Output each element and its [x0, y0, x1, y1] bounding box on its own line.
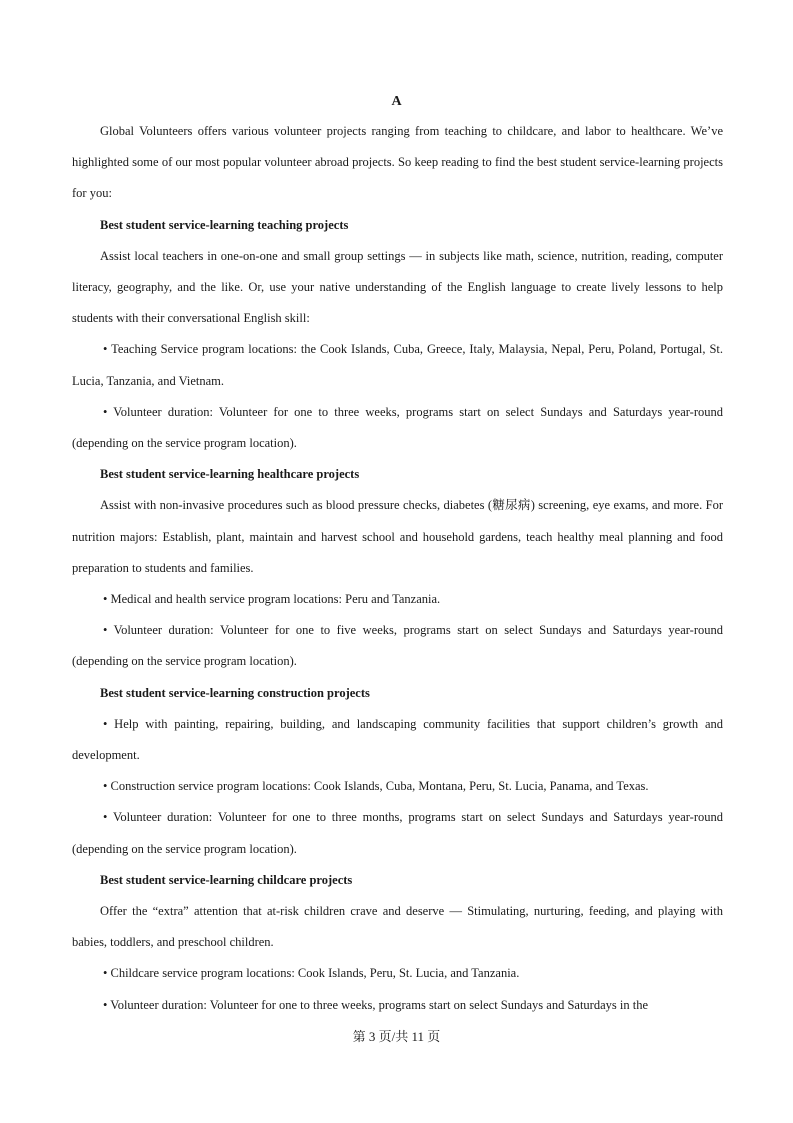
construction-section-title: Best student service-learning construction projects [100, 685, 370, 700]
passage-heading: A [391, 94, 402, 109]
intro-paragraph: Global Volunteers offers various volunteer projects ranging from teaching to childcare, and labor to healthcare. We’ve highlighted some of our most popular volunteer abroad projects. So keep reading to find the best student service-learning projects for you: [72, 124, 723, 201]
construction-duration-bullet: • Volunteer duration: Volunteer for one to three months, programs start on select Sundays and Saturdays year-round (depending on the service program location). [72, 810, 723, 856]
passage-body [72, 116, 723, 1021]
teaching-duration-bullet: • Volunteer duration: Volunteer for one to three weeks, programs start on select Sundays and Saturdays year-round (depending on the service program location). [72, 404, 723, 451]
teaching-paragraph: Assist local teachers in one-on-one and small group settings — in subjects like math, science, nutrition, reading, computer literacy, geography, and the like. Or, use your native understanding of the English language to create lively lessons to help students with their conversational English skill: [72, 248, 723, 326]
childcare-section-title: Best student service-learning childcare projects [100, 872, 353, 887]
healthcare-duration-bullet: • Volunteer duration: Volunteer for one to five weeks, programs start on select Sundays and Saturdays year-round (depending on the service program location). [72, 623, 723, 669]
healthcare-section-title: Best student service-learning healthcare projects [100, 467, 360, 482]
childcare-paragraph: Offer the “extra” attention that at-risk children crave and deserve — Stimulating, nurturing, feeding, and playing with babies, toddlers, and preschool children. [72, 904, 723, 950]
construction-locations-bullet: • Construction service program locations: Cook Islands, Cuba, Montana, Peru, St. Lucia, Panama, and Texas. [103, 779, 649, 794]
childcare-locations-bullet: • Childcare service program locations: Cook Islands, Peru, St. Lucia, and Tanzania. [103, 966, 520, 981]
healthcare-locations-bullet: • Medical and health service program locations: Peru and Tanzania. [103, 592, 441, 607]
teaching-section-title: Best student service-learning teaching projects [100, 217, 349, 232]
construction-help-bullet: • Help with painting, repairing, building, and landscaping community facilities that support children’s growth and development. [72, 716, 723, 763]
teaching-locations-bullet: • Teaching Service program locations: the Cook Islands, Cuba, Greece, Italy, Malaysia, Nepal, Peru, Poland, Portugal, St. Lucia, Tanzania, and Vietnam. [72, 342, 723, 388]
healthcare-paragraph: Assist with non-invasive procedures such as blood pressure checks, diabetes (糖尿病) screening, eye exams, and more. For nutrition majors: Establish, plant, maintain and harvest school and household gardens, teach healthy meal planning and food preparation to students and families. [72, 498, 723, 575]
page-number-footer: 第 3 页/共 11 页 [352, 1029, 441, 1044]
childcare-duration-bullet: • Volunteer duration: Volunteer for one to three weeks, programs start on select Sundays and Saturdays in the [103, 997, 649, 1012]
